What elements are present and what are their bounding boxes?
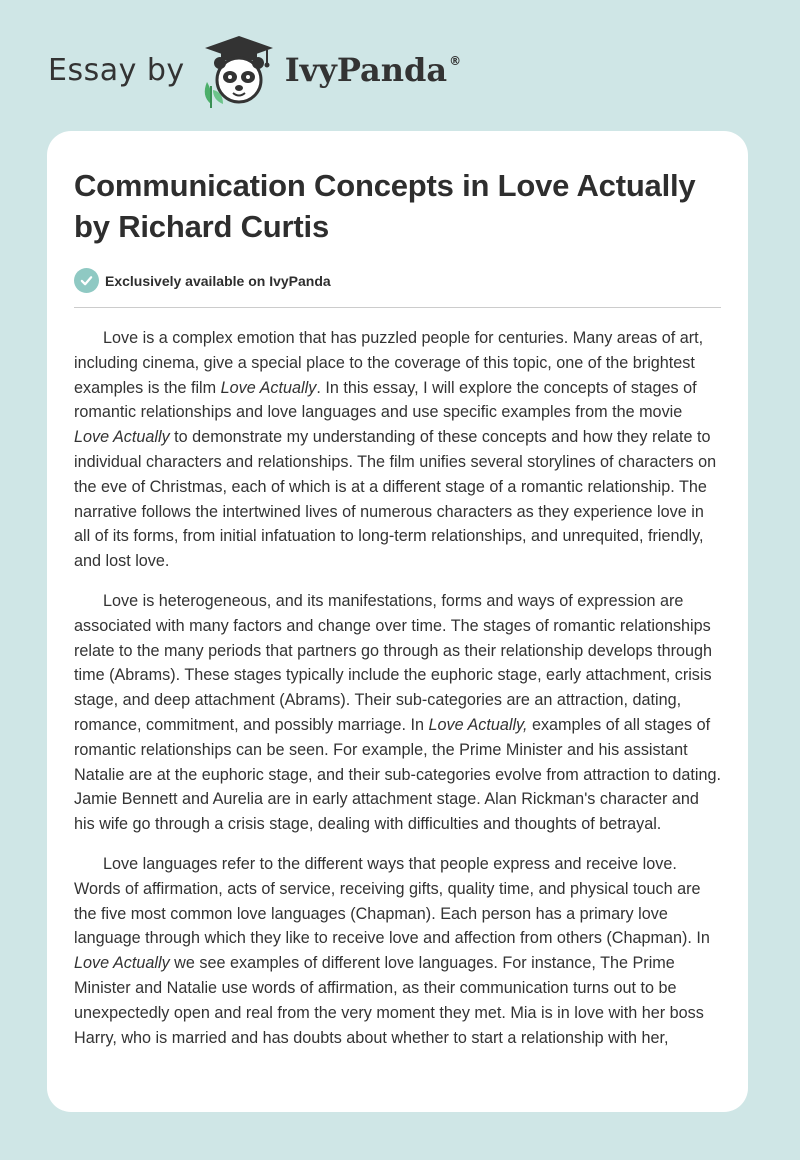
- site-header: [48, 30, 461, 110]
- paragraph-text: Love languages refer to the different ways that people express and receive love. Words of affirmation, acts of service, receiving gifts, quality time, and physical touch are the five most common love languages (Chapman). Each person has a primary love language through which they like to receive love and affection from others (Chapman). In: [74, 854, 710, 948]
- paragraph-text: Love is heterogeneous, and its manifestations, forms and ways of expression are associated with many factors and change over time. The stages of romantic relationships relate to the many periods that partners go through as their relationship develops through time (Abrams). These stages typically include the euphoric stage, early attachment, crisis stage, and deep attachment (Abrams). Their sub-categories are an attraction, dating, romance, commitment, and possibly marriage. In: [74, 591, 712, 734]
- paragraph-text: Love is a complex emotion that has puzzled people for centuries. Many areas of art, including cinema, give a special place to the coverage of this topic, one of the brightest examples is the film: [74, 329, 704, 397]
- exclusive-badge: [74, 268, 721, 308]
- essay-paragraph: [74, 589, 721, 837]
- brand-name[interactable]: [285, 51, 461, 89]
- film-title-italic: Love Actually: [220, 378, 317, 397]
- film-title-italic: Love Actually: [74, 954, 170, 973]
- essay-paragraph: [74, 852, 721, 1050]
- film-title-italic: Love Actually,: [428, 715, 528, 734]
- paragraph-text: to demonstrate my understanding of these concepts and how they relate to individual characters and relationships. The film unifies several storylines of characters on the eve of Christmas, each of which is at a different stage of a romantic relationship. The narrative follows the intertwined lives of numerous characters as they experience love in all of its forms, from initial infatuation to long-term relationships, and unrequited, friendly, and lost love.: [74, 428, 717, 571]
- paragraph-text: we see examples of different love languages. For instance, The Prime Minister and Natalie use words of affirmation, as their communication turns out to be unexpectedly open and real from the very moment they met. Mia is in love with her boss Harry, who is married and has doubts about whether to start a relationship with her,: [74, 954, 704, 1047]
- panda-logo-icon[interactable]: [199, 30, 279, 110]
- essay-title: Communication Concepts in Love Actually by Richard Curtis: [74, 168, 696, 244]
- paragraph-text: examples of all stages of romantic relationships can be seen. For example, the Prime Minister and his assistant Natalie are at the euphoric stage, and their sub-categories evolve from attraction to dating. Jamie Bennett and Aurelia are in early attachment stage. Alan Rickman's character and his wife go through a crisis stage, dealing with difficulties and thoughts of betrayal.: [74, 715, 721, 834]
- essay-paragraph: [74, 326, 721, 574]
- essay-body: [74, 326, 721, 1050]
- registered-mark: ®: [449, 54, 462, 68]
- paragraph-text: . In this essay, I will explore the concepts of stages of romantic relationships and love languages and use specific examples from the movie: [74, 378, 697, 422]
- essay-by-label: Essay by: [48, 52, 185, 88]
- essay-card: [47, 131, 748, 1112]
- brand-label: IvyPanda: [284, 51, 448, 89]
- exclusive-badge-text: Exclusively available on IvyPanda: [105, 272, 331, 289]
- check-circle-icon: [74, 268, 99, 293]
- film-title-italic: Love Actually: [74, 428, 170, 447]
